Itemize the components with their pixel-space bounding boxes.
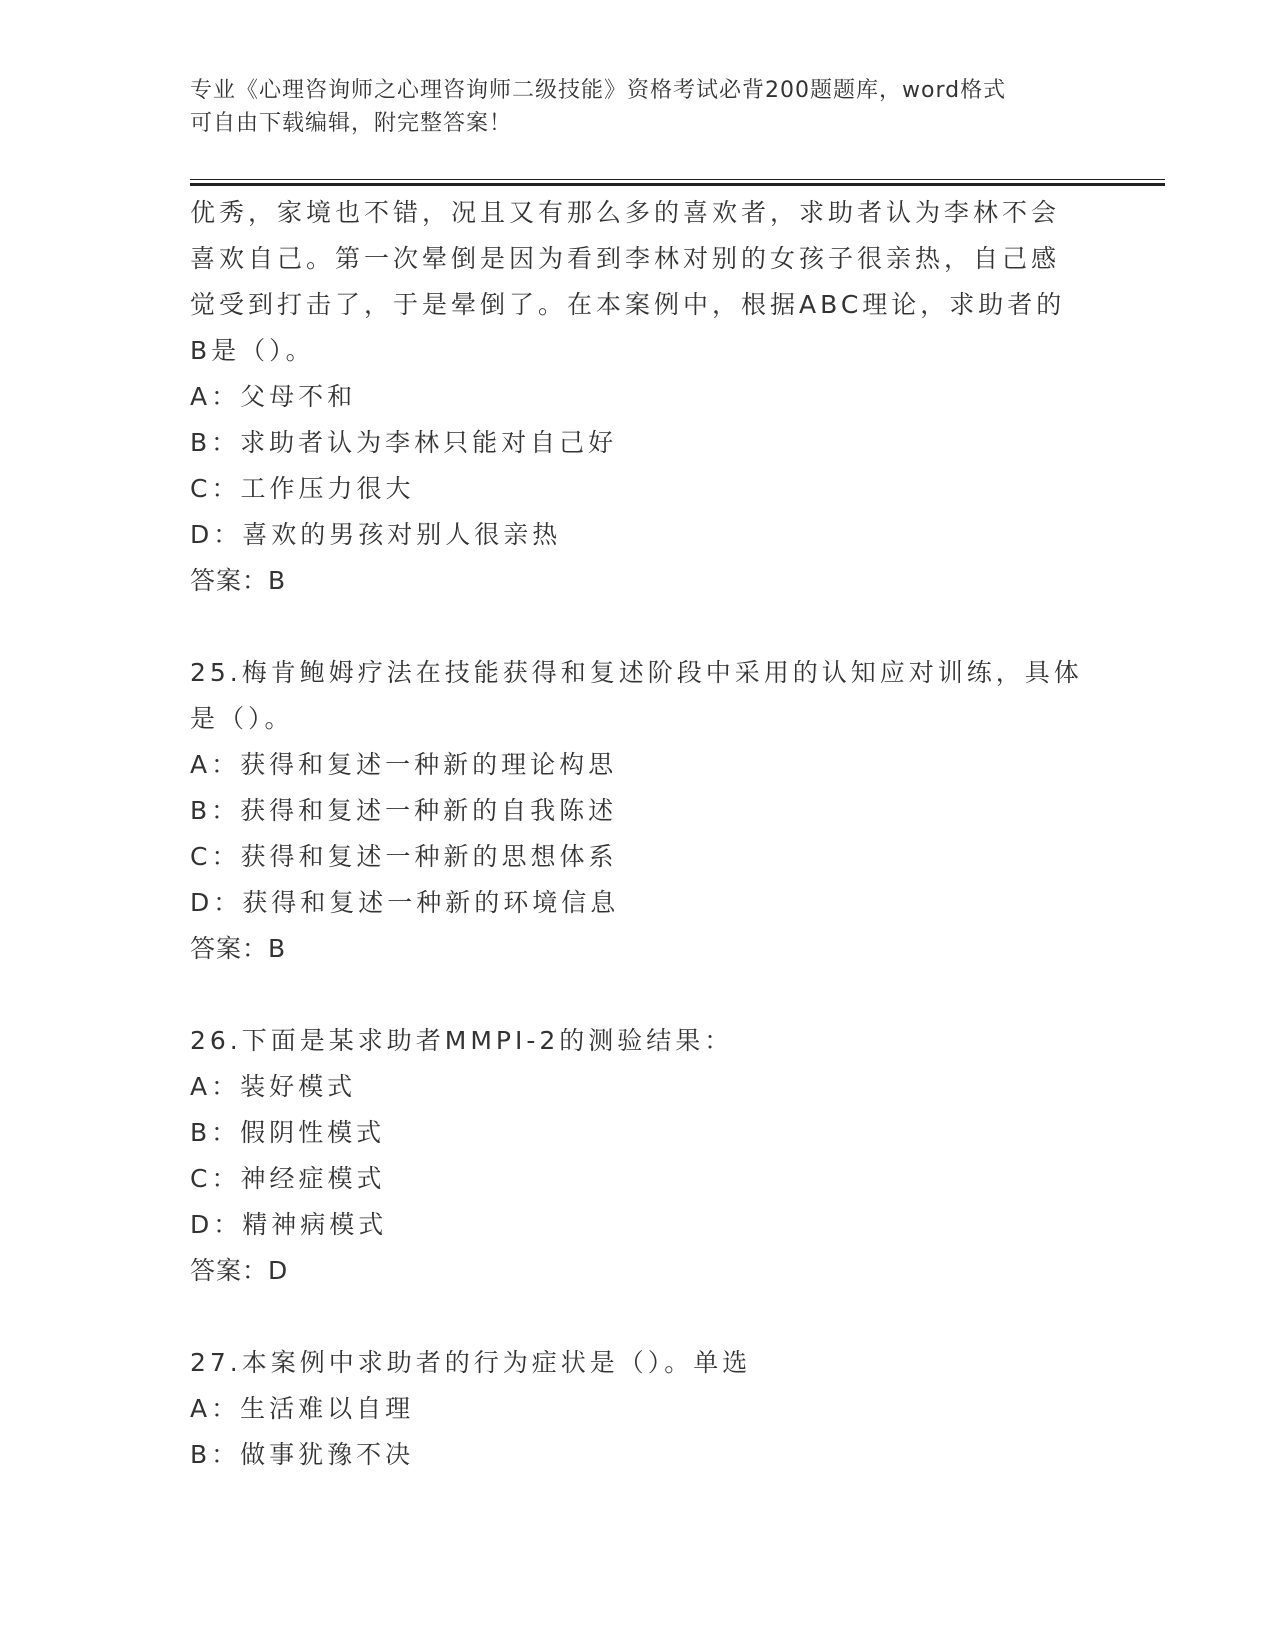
question-stem-line: 喜欢自己。第一次晕倒是因为看到李林对别的女孩子很亲热，自己感 [190,244,1061,273]
answer-line: 答案：B [190,566,287,595]
document-body [190,190,1090,1478]
spacer [190,1294,1090,1340]
answer-line: 答案：D [190,1256,289,1285]
option-c: C：获得和复述一种新的思想体系 [190,842,618,871]
option-b: B：获得和复述一种新的自我陈述 [190,796,618,825]
question-stem-line: 是（）。 [190,704,294,733]
header-line-2: 可自由下载编辑，附完整答案！ [190,111,513,136]
question-stem-line: 优秀，家境也不错，况且又有那么多的喜欢者，求助者认为李林不会 [190,198,1061,227]
answer-line: 答案：B [190,934,287,963]
header-divider-thick [190,183,1165,186]
option-d: D：获得和复述一种新的环境信息 [190,888,620,917]
header-line-1: 专业《心理咨询师之心理咨询师二级技能》资格考试必背200题题库，word格式 [190,78,1007,103]
question-25 [190,650,1090,972]
question-stem-line: B是（）。 [190,336,315,365]
option-b: B：假阴性模式 [190,1118,386,1147]
option-c: C：神经症模式 [190,1164,386,1193]
option-a: A：父母不和 [190,382,357,411]
question-24 [190,190,1090,604]
option-c: C：工作压力很大 [190,474,415,503]
question-stem-line: 27.本案例中求助者的行为症状是（）。单选 [190,1348,752,1377]
option-a: A：获得和复述一种新的理论构思 [190,750,618,779]
question-stem-line: 25.梅肯鲍姆疗法在技能获得和复述阶段中采用的认知应对训练，具体 [190,658,1083,687]
option-a: A：生活难以自理 [190,1394,415,1423]
question-27 [190,1340,1090,1478]
question-stem-line: 觉受到打击了，于是晕倒了。在本案例中，根据ABC理论，求助者的 [190,290,1066,319]
option-a: A：装好模式 [190,1072,357,1101]
option-d: D：喜欢的男孩对别人很亲热 [190,520,562,549]
spacer [190,604,1090,650]
question-stem-line: 26.下面是某求助者MMPI-2的测验结果： [190,1026,734,1055]
header-divider-thin [190,179,1165,180]
option-d: D：精神病模式 [190,1210,388,1239]
question-26 [190,1018,1090,1294]
option-b: B：求助者认为李林只能对自己好 [190,428,618,457]
document-header [190,74,1090,140]
spacer [190,972,1090,1018]
option-b: B：做事犹豫不决 [190,1440,415,1469]
